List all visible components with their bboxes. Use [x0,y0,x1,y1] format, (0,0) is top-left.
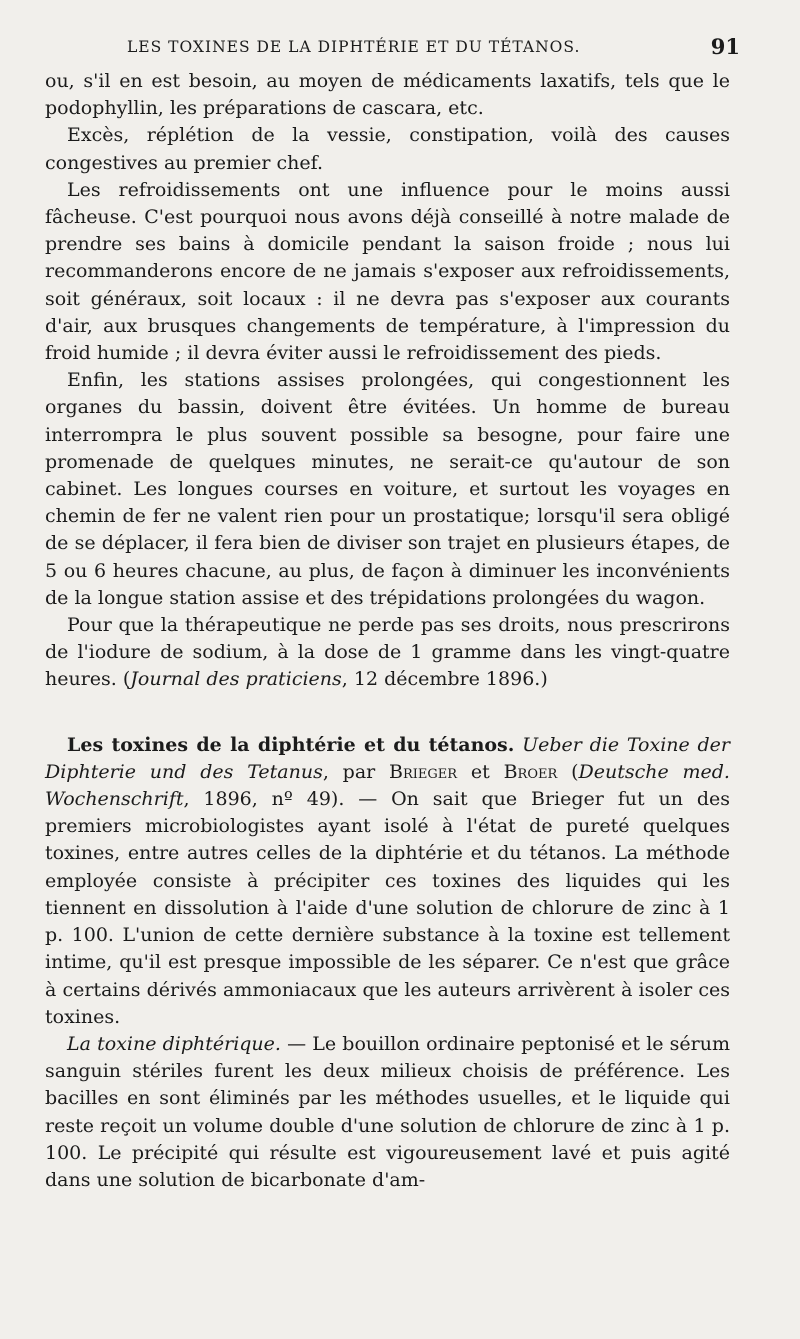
by-text: , par [322,760,390,783]
subsection-body: — Le bouillon ordinaire peptonisé et le sérum sanguin stériles furent les deux milieux choisis de préférence. Les bacilles en sont éliminés par les méthodes usuelles, et le liquide qui reste reçoit un volume double d'une solution de chlorure de zinc à 1 p. 100. Le précipité qui résulte est vigoureusement lavé et puis agité dans une solution de bicarbonate d'am- [45,1032,731,1191]
journal-name: Journal des praticiens [130,668,342,691]
open-paren: ( [557,760,579,783]
paragraph-3: Les refroidissements ont une influence pour le moins aussi fâcheuse. C'est pourquoi nous avons déjà conseillé à notre malade de prendre ses bains à domicile pendant la saison froide ; nous lui recommanderons encore de ne jamais s'exposer aux refroidissements, soit généraux, soit locaux : il ne devra pas s'exposer aux courants d'air, aux brusques changements de température, à l'impression du froid humide ; il devra éviter aussi le refroidissement des pieds. [45,178,730,365]
paragraph-2: Excès, réplétion de la vessie, constipation, voilà des causes congestives au premier chef. [45,124,730,174]
source-end: , 1896, nº 49). — [183,788,392,811]
article-body: On sait que Brieger fut un des premiers microbiologistes ayant isolé à l'état de pureté quelques toxines, entre autres celles de la diphtérie et du tétanos. La méthode employée consiste à précipiter ces toxines des liquides qui les tiennent en dissolution à l'aide d'une solution de chlorure de zinc à 1 p. 100. L'union de cette dernière substance à la toxine est tellement intime, qu'il est presque impossible de les séparer. Ce n'est que grâce à certains dérivés ammoniacaux que les auteurs arrivèrent à isoler ces toxines. [45,788,730,1028]
article-title: Les toxines de la diphtérie et du tétanos. [67,733,515,756]
body-text [45,68,730,1194]
german-title: Ueber die Toxine der Diphterie und des Tetanus [45,733,730,783]
paragraph-4: Enfin, les stations assises prolongées, qui congestionnent les organes du bassin, doivent être évitées. Un homme de bureau interrompra le plus souvent possible sa besogne, pour faire une promenade de quelques minutes, ne serait-ce qu'autour de son cabinet. Les longues courses en voiture, et surtout les voyages en chemin de fer ne valent rien pour un prostatique; lorsqu'il sera obligé de se déplacer, il fera bien de diviser son trajet en plusieurs étapes, de 5 ou 6 heures chacune, au plus, de façon à diminuer les inconvénients de la longue station assise et des trépidations prolongées du wagon. [45,369,730,609]
paragraph-5 [45,612,730,694]
article-paragraph [45,732,730,1031]
paragraph-5-start: Pour que la thérapeutique ne perde pas ses droits, nous prescrirons de l'iodure de sodium, à la dose de 1 gramme dans les vingt-quatre heures. ( [45,614,730,691]
page-number: 91 [710,34,740,59]
and-text: et [457,760,504,783]
author-broer: Broer [503,760,558,783]
author-brieger: Brieger [389,760,458,783]
subsection-title: La toxine diphtérique. [67,1032,281,1055]
source-journal: Deutsche med. Wochenschrift [45,760,730,811]
running-title: LES TOXINES DE LA DIPHTÉRIE ET DU TÉTANOS. [127,38,581,56]
paragraph-5-end: , 12 décembre 1896.) [341,668,548,691]
running-head [45,34,740,68]
paragraph-1: ou, s'il en est besoin, au moyen de médicaments laxatifs, tels que le podophyllin, les préparations de cascara, etc. [45,70,730,120]
subsection-paragraph [45,1031,730,1194]
